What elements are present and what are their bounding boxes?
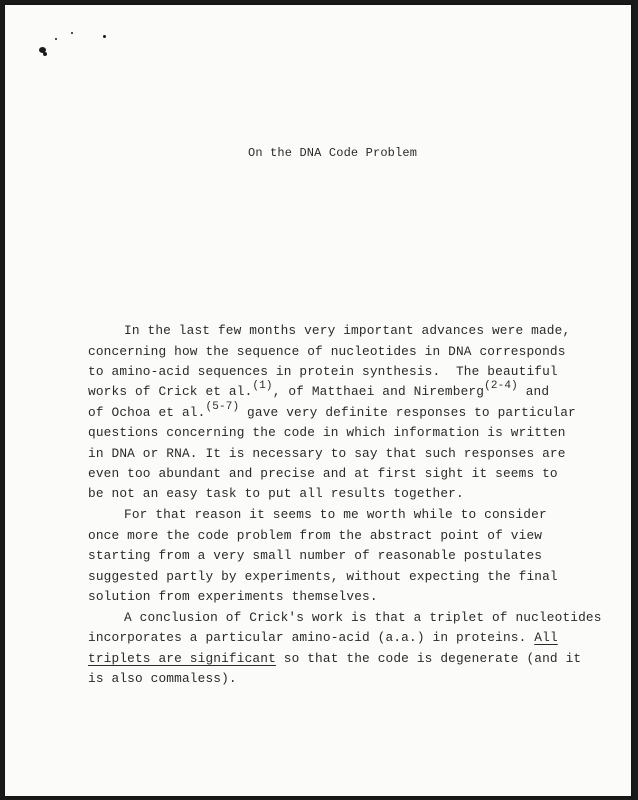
ink-speck bbox=[43, 52, 47, 56]
paragraph-1-line-1: In the last few months very important advances were made, bbox=[124, 323, 571, 338]
paragraph-1-line-8: even too abundant and precise and at first sight it seems to bbox=[88, 466, 558, 481]
ink-speck bbox=[55, 38, 57, 40]
citation-2-4: (2-4) bbox=[484, 380, 518, 392]
text-run: of Ochoa et al. bbox=[88, 405, 206, 420]
ink-speck bbox=[71, 32, 73, 34]
underlined-text: All bbox=[534, 630, 558, 645]
text-run: and bbox=[517, 384, 550, 399]
paragraph-3-line-3 bbox=[88, 649, 581, 669]
text-run: works of Crick et al. bbox=[88, 384, 253, 399]
document-body bbox=[88, 0, 628, 800]
citation-1: (1) bbox=[252, 380, 273, 392]
paragraph-2-line-3: starting from a very small number of reasonable postulates bbox=[88, 548, 543, 563]
text-run: so that the code is degenerate (and it bbox=[275, 651, 582, 666]
paragraph-3-line-1: A conclusion of Crick's work is that a triplet of nucleotides bbox=[124, 610, 602, 625]
underlined-text: triplets are significant bbox=[88, 651, 276, 666]
paragraph-1-line-7: in DNA or RNA. It is necessary to say that such responses are bbox=[88, 446, 566, 461]
paragraph-2-line-4: suggested partly by experiments, without expecting the final bbox=[88, 569, 558, 584]
paragraph-1-line-3: to amino-acid sequences in protein synthesis. The beautiful bbox=[88, 364, 558, 379]
paragraph-1-line-5 bbox=[88, 403, 576, 423]
citation-5-7: (5-7) bbox=[205, 401, 240, 413]
paragraph-2-line-5: solution from experiments themselves. bbox=[88, 589, 378, 604]
paragraph-1-line-9: be not an easy task to put all results together. bbox=[88, 486, 464, 501]
paragraph-3-line-4: is also commaless). bbox=[88, 671, 237, 686]
page-title: On the DNA Code Problem bbox=[248, 146, 418, 160]
paragraph-3-line-2 bbox=[88, 628, 558, 648]
text-run: gave very definite responses to particular bbox=[239, 405, 576, 420]
paragraph-1-line-4 bbox=[88, 382, 549, 402]
text-run: , of Matthaei and Niremberg bbox=[272, 384, 485, 399]
paragraph-2-line-1: For that reason it seems to me worth while to consider bbox=[124, 507, 547, 522]
paragraph-2-line-2: once more the code problem from the abstract point of view bbox=[88, 528, 543, 543]
text-run: incorporates a particular amino-acid (a.a.) in proteins. bbox=[88, 630, 535, 645]
paragraph-1-line-2: concerning how the sequence of nucleotides in DNA corresponds bbox=[88, 344, 566, 359]
paragraph-1-line-6: questions concerning the code in which information is written bbox=[88, 425, 566, 440]
